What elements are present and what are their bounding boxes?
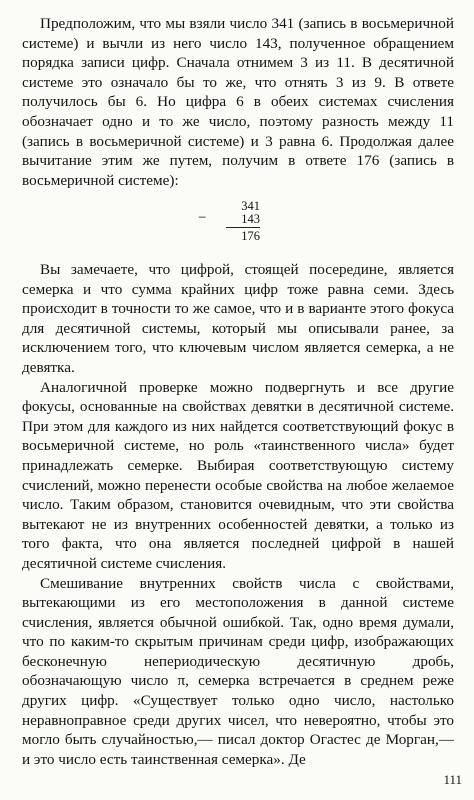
- paragraph: Предположим, что мы взяли число 341 (запись в восьмеричной системе) и вычли из него число 143, полученное обращением порядка записи цифр. Сначала отнимем 3 из 11. В десятичной системе это означало бы то же, что отнять 3 из 9. В ответе получилось бы 6. Но цифра 6 в обеих системах счисления обозначает одно и то же число, поэтому разность между 11 (запись в восьмеричной системе) и 3 равна 6. Продолжая далее вычитание этим же путем, получим в ответе 176 (запись в восьмеричной системе):: [22, 15, 454, 189]
- calc-divider-line: [226, 227, 260, 228]
- paragraph: Аналогичной проверке можно подвергнуть и все другие фокусы, основанные на свойствах девятки в десятичной системе. При этом для каждого из них найдется соответствующий фокус в восьмеричной системе, но роль «таинственного числа» будет принадлежать семерке. Выбирая соответствующую систему счислений, можно перенести особые свойства на любое желаемое число. Таким образом, становится очевидным, что эти свойства вытекают не из внутренних особенностей девятки, а только из того факта, что она является последней цифрой в нашей десятичной системе счисления.: [22, 378, 454, 572]
- minuend: 341: [241, 199, 260, 213]
- subtrahend: 143: [241, 212, 260, 226]
- result: 176: [241, 229, 260, 243]
- minus-sign: −: [198, 210, 207, 226]
- paragraph-group-bottom: [22, 260, 454, 769]
- page-number: 111: [443, 772, 462, 787]
- paragraph: Смешивание внутренних свойств числа с свойствами, вытекающими из его местоположения в данной системе счисления, является обычной ошибкой. Так, одно время думали, что по каким-то скрытым причинам среди цифр, изображающих бесконечную непериодическую десятичную дробь, обозначающую число π, семерка встречается в среднем реже других цифр. «Существует только одно число, настолько неравноправное среди других чисел, что невероятно, чтобы это могло быть случайностью,— писал доктор Огастес де Морган,— и это число есть таинственная семерка». Де: [22, 574, 454, 768]
- paragraph: Вы замечаете, что цифрой, стоящей посередине, является семерка и что сумма крайних цифр тоже равна семи. Здесь происходит в точности то же самое, что и в варианте этого фокуса для десятичной системы, который мы описывали ранее, за исключением того, что ключевым числом является семерка, а не девятка.: [22, 261, 454, 376]
- paragraph-group-top: [22, 14, 454, 190]
